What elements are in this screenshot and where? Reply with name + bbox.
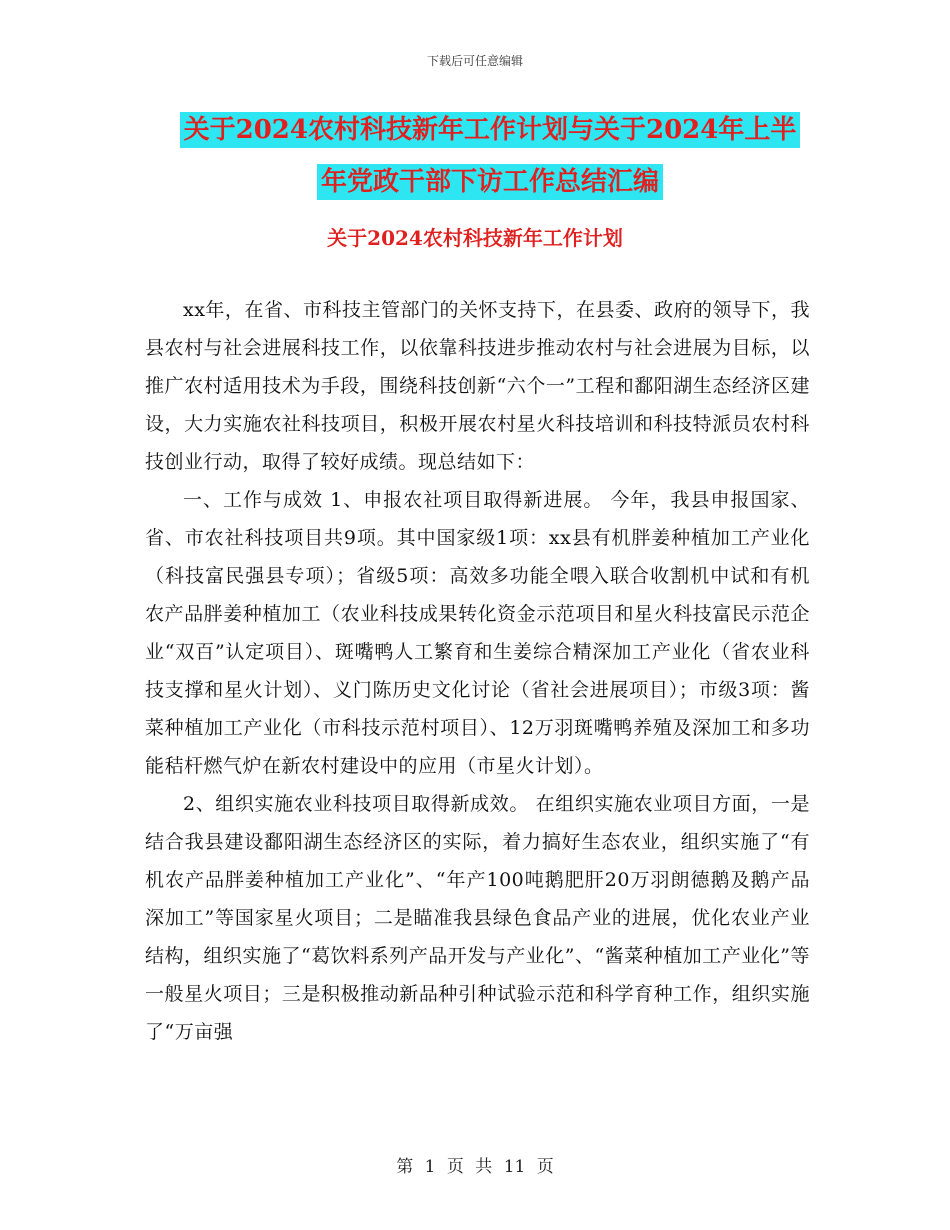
section-title: 关于2024农村科技新年工作计划 [327, 226, 623, 250]
document-title-line-1: 关于2024农村科技新年工作计划与关于2024年上半 [180, 112, 801, 148]
document-title [150, 104, 830, 208]
page-header-note: 下载后可任意编辑 [426, 54, 523, 68]
body-paragraph: 2、组织实施农业科技项目取得新成效。 在组织实施农业项目方面，一是结合我县建设鄱阳湖生态经济区的实际，着力搞好生态农业，组织实施了“有机农产品胖姜种植加工产业化”、“年产100吨鹅肥肝20万羽朗德鹅及鹅产品深加工”等国家星火项目；二是瞄准我县绿色食品产业的进展，优化农业产业结构，组织实施了“葛饮料系列产品开发与产业化”、“酱菜种植加工产业化”等一般星火项目；三是积极推动新品种引种试验示范和科学育种工作，组织实施了“万亩强 [145, 793, 810, 1043]
document-body [145, 291, 810, 1051]
body-paragraph: xx年，在省、市科技主管部门的关怀支持下，在县委、政府的领导下，我县农村与社会进展科技工作，以依靠科技进步推动农村与社会进展为目标，以推广农村适用技术为手段，围绕科技创新“六个一”工程和鄱阳湖生态经济区建设，大力实施农社科技项目，积极开展农村星火科技培训和科技特派员农村科技创业行动，取得了较好成绩。现总结如下： [145, 299, 810, 473]
body-paragraph: 一、工作与成效 1、申报农社项目取得新进展。 今年，我县申报国家、省、市农社科技项目共9项。其中国家级1项：xx县有机胖姜种植加工产业化（科技富民强县专项）；省级5项：高效多功能全喂入联合收割机中试和有机农产品胖姜种植加工（农业科技成果转化资金示范项目和星火科技富民示范企业“双百”认定项目）、斑嘴鸭人工繁育和生姜综合精深加工产业化（省农业科技支撑和星火计划）、义门陈历史文化讨论（省社会进展项目）；市级3项：酱菜种植加工产业化（市科技示范村项目）、12万羽斑嘴鸭养殖及深加工和多功能秸杆燃气炉在新农村建设中的应用（市星火计划）。 [145, 489, 810, 777]
document-title-line-2: 年党政干部下访工作总结汇编 [317, 164, 663, 200]
page-number-footer: 第 1 页 共 11 页 [396, 1157, 554, 1177]
